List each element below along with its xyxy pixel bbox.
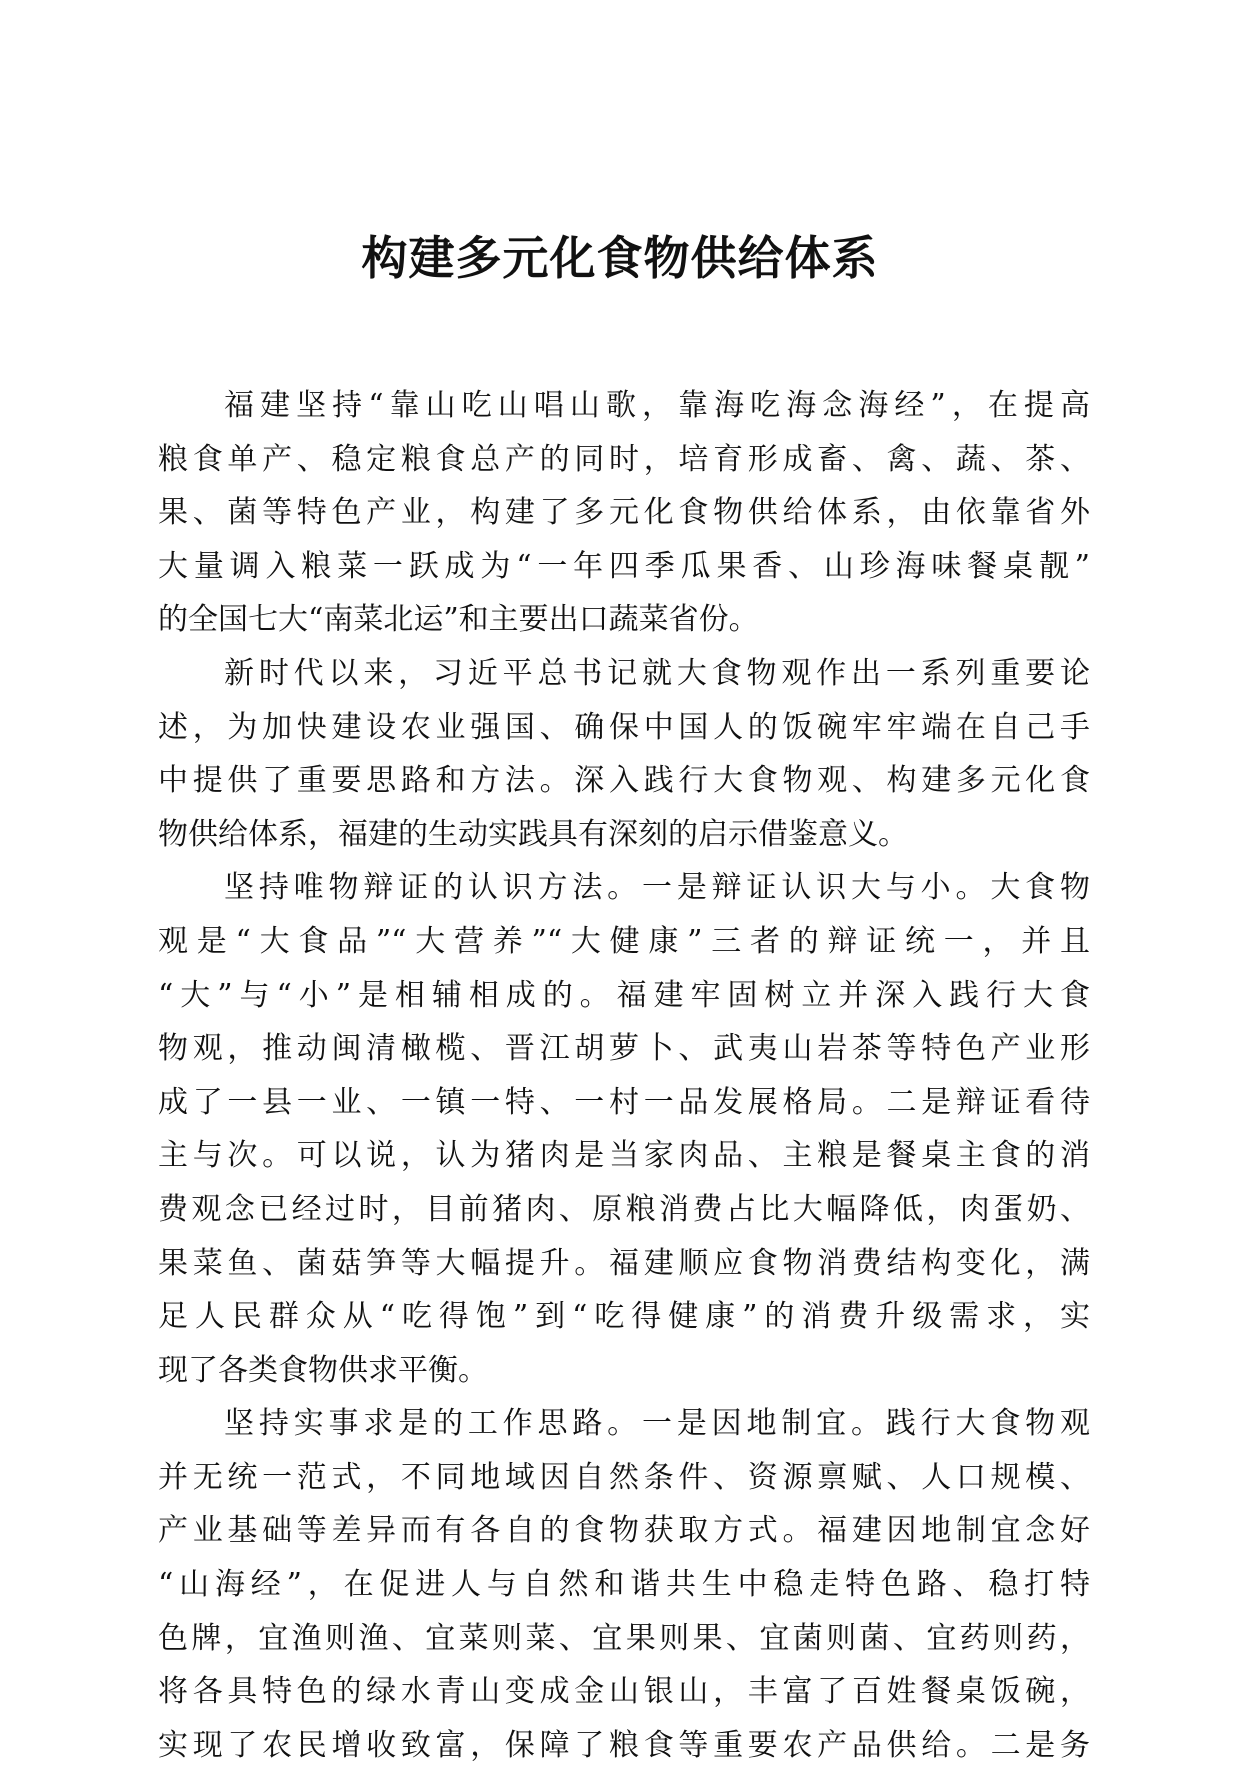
text-line: 中提供了重要思路和方法。深入践行大食物观、构建多元化食 [158,763,1090,799]
text-line: 实现了农民增收致富，保障了粮食等重要农产品供给。二是务 [158,1727,1090,1763]
text-line: “山海经”，在促进人与自然和谐共生中稳走特色路、稳打特 [158,1567,1090,1603]
text-line: “大”与“小”是相辅相成的。福建牢固树立并深入践行大食 [158,977,1090,1013]
text-line: 费观念已经过时，目前猪肉、原粮消费占比大幅降低，肉蛋奶、 [158,1191,1090,1227]
paragraph [158,1397,1090,1772]
paragraph [158,379,1090,647]
text-line: 物供给体系，福建的生动实践具有深刻的启示借鉴意义。 [158,816,908,852]
text-line: 成了一县一业、一镇一特、一村一品发展格局。二是辩证看待 [158,1084,1090,1120]
text-line: 并无统一范式，不同地域因自然条件、资源禀赋、人口规模、 [158,1459,1090,1495]
text-line: 果、菌等特色产业，构建了多元化食物供给体系，由依靠省外 [158,495,1090,531]
text-line: 的全国七大“南菜北运”和主要出口蔬菜省份。 [158,602,759,638]
text-line: 述，为加快建设农业强国、确保中国人的饭碗牢牢端在自己手 [158,709,1090,745]
text-line: 观是“大食品”“大营养”“大健康”三者的辩证统一，并且 [158,923,1090,959]
text-line: 现了各类食物供求平衡。 [158,1352,488,1388]
text-line: 足人民群众从“吃得饱”到“吃得健康”的消费升级需求，实 [158,1299,1090,1335]
paragraph [158,647,1090,861]
text-line: 新时代以来，习近平总书记就大食物观作出一系列重要论 [224,655,1090,691]
text-line: 色牌，宜渔则渔、宜菜则菜、宜果则果、宜菌则菌、宜药则药， [158,1620,1090,1656]
text-line: 福建坚持“靠山吃山唱山歌，靠海吃海念海经”，在提高 [224,388,1090,423]
text-line: 大量调入粮菜一跃成为“一年四季瓜果香、山珍海味餐桌靓” [158,548,1090,584]
document-title: 构建多元化食物供给体系 [361,231,879,285]
text-line: 果菜鱼、菌菇笋等大幅提升。福建顺应食物消费结构变化，满 [158,1245,1090,1281]
document-body [158,379,1090,1772]
text-line: 坚持实事求是的工作思路。一是因地制宜。践行大食物观 [224,1406,1090,1442]
text-line: 将各具特色的绿水青山变成金山银山，丰富了百姓餐桌饭碗， [158,1674,1090,1710]
paragraph [158,861,1090,1397]
text-line: 坚持唯物辩证的认识方法。一是辩证认识大与小。大食物 [224,870,1090,906]
text-line: 粮食单产、稳定粮食总产的同时，培育形成畜、禽、蔬、茶、 [158,441,1090,477]
text-line: 物观，推动闽清橄榄、晋江胡萝卜、武夷山岩茶等特色产业形 [158,1031,1090,1067]
text-line: 产业基础等差异而有各自的食物获取方式。福建因地制宜念好 [158,1513,1090,1549]
text-line: 主与次。可以说，认为猪肉是当家肉品、主粮是餐桌主食的消 [158,1138,1090,1174]
